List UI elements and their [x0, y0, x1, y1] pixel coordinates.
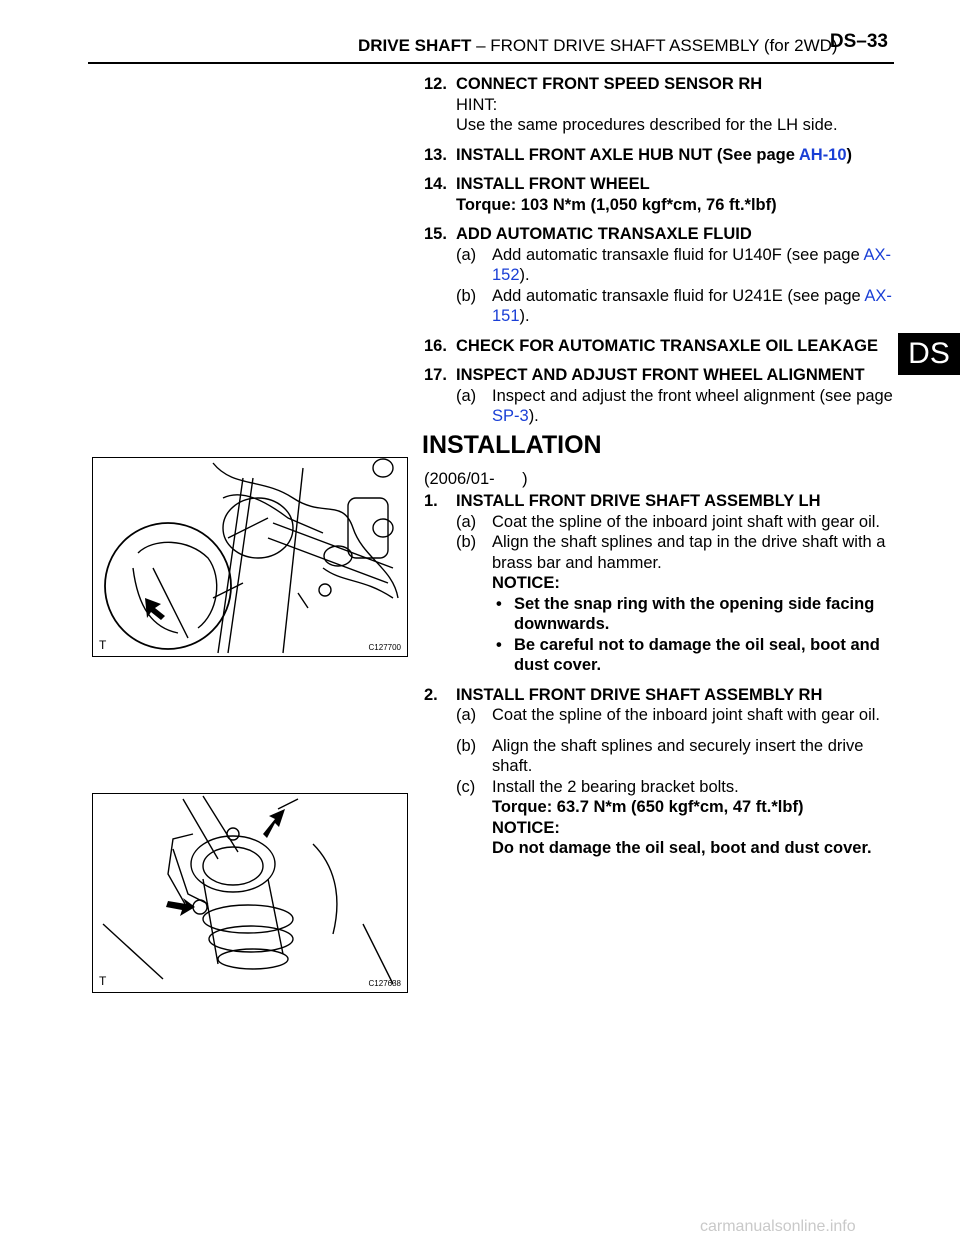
- installation-heading: INSTALLATION: [422, 430, 602, 459]
- figure-code: C127638: [368, 979, 401, 988]
- link-ax-151[interactable]: AX-151: [492, 286, 892, 325]
- link-ax-152[interactable]: AX-152: [492, 245, 891, 284]
- step-16: 16. CHECK FOR AUTOMATIC TRANSAXLE OIL LEAKAGE: [424, 336, 878, 355]
- install-step-2: 2. INSTALL FRONT DRIVE SHAFT ASSEMBLY RH (a) Coat the spline of the inboard joint shaft with gear oil. (b) Align the shaft splines and securely insert the drive shaft. (c) Install the 2 bearing bracket bolts. Torque: 63.7 N*m (650 kgf*cm, 47 ft.*lbf) NOTICE: Do not damage the oil seal, boot and dust cover.: [424, 685, 880, 857]
- link-sp-3[interactable]: SP-3: [492, 407, 529, 425]
- figure-t-mark: T: [99, 638, 107, 652]
- figure-lh-drive-shaft: [92, 457, 408, 657]
- page-number: DS–33: [829, 31, 888, 52]
- illustration-rh: [93, 794, 407, 992]
- step-17: 17. INSPECT AND ADJUST FRONT WHEEL ALIGNMENT (a) Inspect and adjust the front wheel alignment (see page SP-3).: [424, 366, 893, 425]
- figure-code: C127700: [368, 643, 401, 652]
- step-15: 15. ADD AUTOMATIC TRANSAXLE FLUID (a) Add automatic transaxle fluid for U140F (see page AX-152). (b) Add automatic transaxle fluid for U241E (see page AX-151).: [424, 225, 892, 325]
- illustration-lh: [93, 458, 407, 656]
- header-title: DRIVE SHAFT – FRONT DRIVE SHAFT ASSEMBLY (for 2WD): [358, 36, 838, 55]
- figure-rh-drive-shaft: [92, 793, 408, 993]
- page-header: [88, 28, 894, 64]
- step-12: 12. CONNECT FRONT SPEED SENSOR RH HINT: Use the same procedures described for the LH side.: [424, 75, 838, 134]
- step-14: 14. INSTALL FRONT WHEEL Torque: 103 N*m (1,050 kgf*cm, 76 ft.*lbf): [424, 175, 777, 214]
- install-step-1: 1. INSTALL FRONT DRIVE SHAFT ASSEMBLY LH (a) Coat the spline of the inboard joint shaft with gear oil. (b) Align the shaft splines and tap in the drive shaft with a brass bar and hammer. NOTICE: • Set the snap ring with the opening side facing downwards. • Be careful not to damage the oil seal, boot and dust cover.: [424, 492, 886, 674]
- link-ah-10[interactable]: AH-10: [798, 145, 847, 164]
- figure-t-mark: T: [99, 974, 107, 988]
- watermark: carmanualsonline.info: [700, 1218, 856, 1235]
- procedure-content: [424, 74, 894, 868]
- step-13: 13. INSTALL FRONT AXLE HUB NUT (See page AH-10): [424, 145, 853, 164]
- installation-date: (2006/01- ): [424, 469, 528, 488]
- section-tab: DS: [898, 333, 960, 375]
